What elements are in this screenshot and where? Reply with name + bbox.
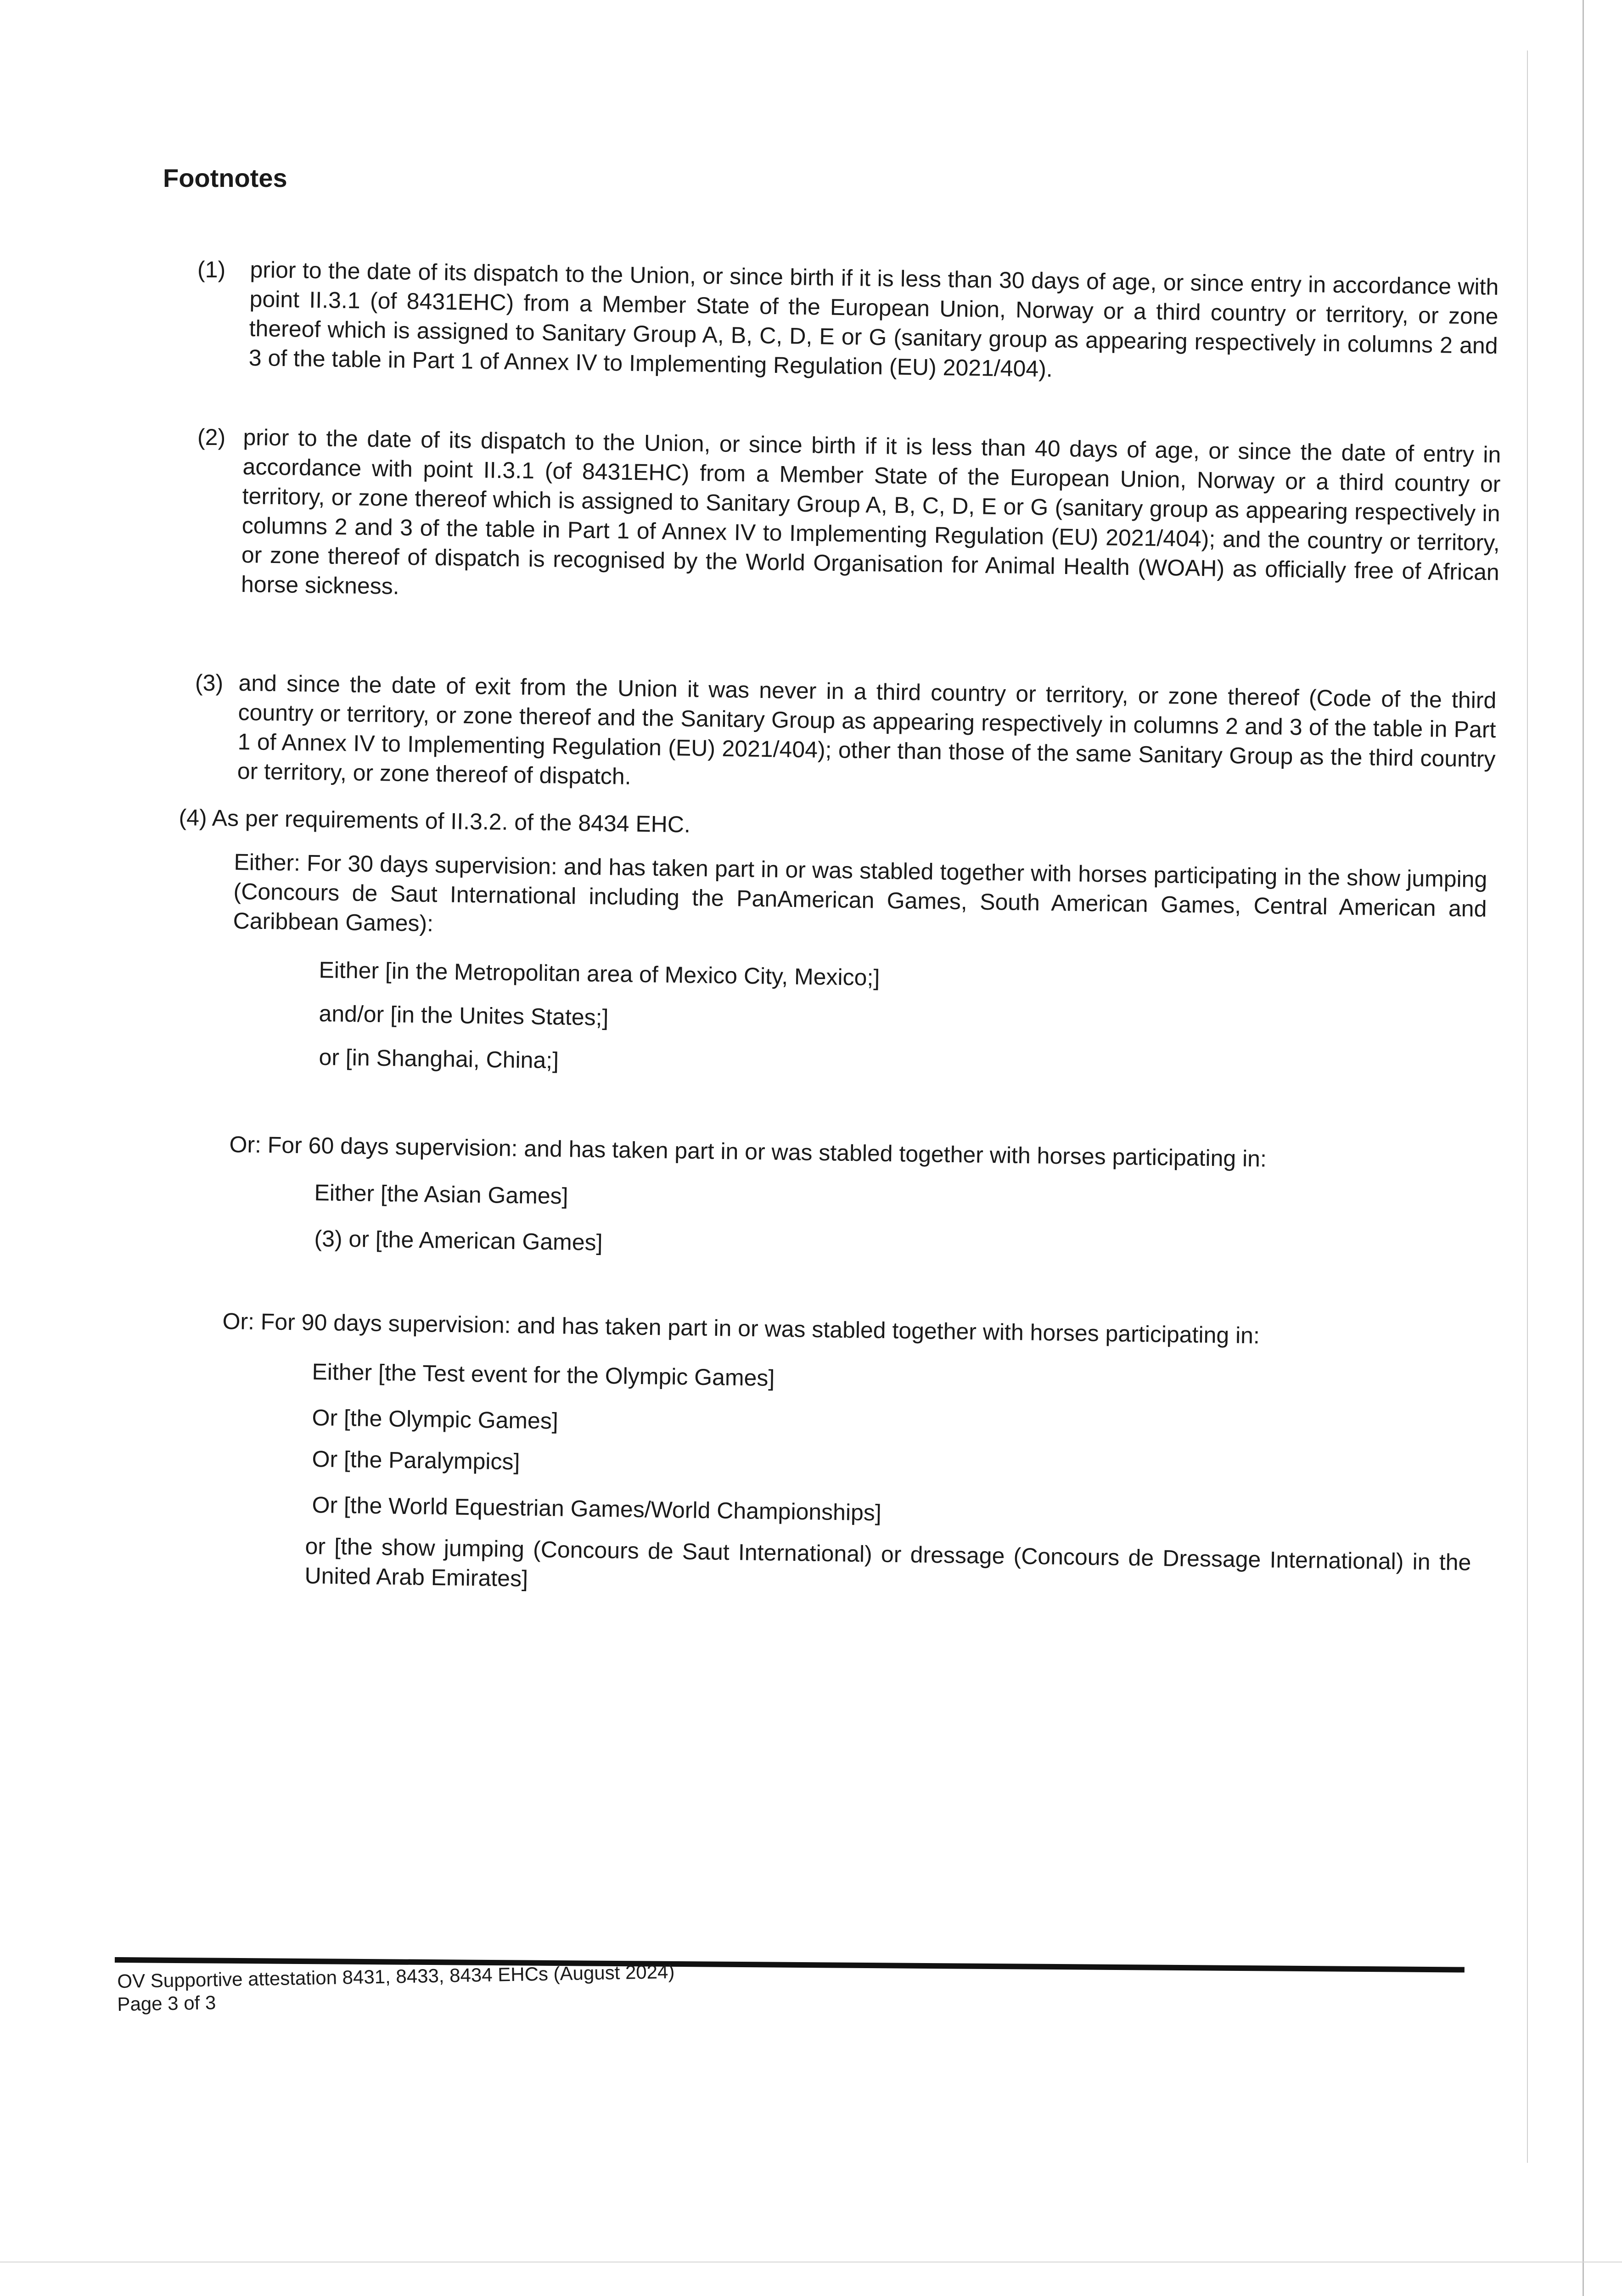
supervision-30-days: Either: For 30 days supervision: and has taken part in or was stabled together with horses participating in the show jumping (Concours de Saut International including the PanAmerican Games, South American Games, Central American and Caribbean Games): <box>233 849 1487 937</box>
footnote-number: (3) <box>195 670 224 696</box>
supervision-60-days: Or: For 60 days supervision: and has taken part in or was stabled together with horses participating in: <box>229 1131 1267 1172</box>
option-paralympics: Or [the Paralympics] <box>312 1446 520 1475</box>
footnote-number: (2) <box>197 424 226 450</box>
option-olympic-test-event: Either [the Test event for the Olympic Games] <box>312 1358 775 1391</box>
footnote-4-intro: (4) As per requirements of II.3.2. of the 8434 EHC. <box>179 804 691 838</box>
option-asian-games: Either [the Asian Games] <box>314 1179 568 1209</box>
option-world-equestrian-games: Or [the World Equestrian Games/World Championships] <box>312 1491 882 1526</box>
option-united-states: and/or [in the Unites States;] <box>319 1000 609 1030</box>
option-olympic-games: Or [the Olympic Games] <box>312 1404 559 1434</box>
option-uae-events: or [the show jumping (Concours de Saut International) or dressage (Concours de Dressage International) in the United Arab Emirates] <box>304 1533 1471 1592</box>
scan-margin-line <box>1527 51 1528 2163</box>
page-heading: Footnotes <box>163 163 287 192</box>
footer-page-number: Page 3 of 3 <box>117 1992 216 2015</box>
supervision-90-days: Or: For 90 days supervision: and has taken part in or was stabled together with horses participating in: <box>222 1308 1260 1349</box>
footnote-text: and since the date of exit from the Union it was never in a third country or territory, or zone thereof (Code of the third country or territory, or zone thereof and the Sanitary Group as appearing respectively in columns 2 and 3 of the table in Part 1 of Annex IV to Implementing Regulation (EU) 2021/404); other than those of the same Sanitary Group as the third country or territory, or zone thereof of dispatch. <box>237 670 1497 789</box>
scan-edge-line <box>1583 0 1584 2296</box>
footnote-number: (1) <box>197 257 226 282</box>
option-mexico-city: Either [in the Metropolitan area of Mexico City, Mexico;] <box>319 957 880 991</box>
footnote-text: prior to the date of its dispatch to the Union, or since birth if it is less than 40 days of age, or since the date of entry in accordance with point II.3.1 (of 8431EHC) from a Member State of the European Union, Norway or a third country or territory, or zone thereof which is assigned to Sanitary Group A, B, C, D, E or G (sanitary group as appearing respectively in columns 2 and 3 of the table in Part 1 of Annex IV to Implementing Regulation (EU) 2021/404); and the country or territory, or zone thereof of dispatch is recognised by the World Organisation for Animal Health (WOAH) as officially free of African horse sickness. <box>241 424 1501 599</box>
footer-title: OV Supportive attestation 8431, 8433, 8434 EHCs (August 2024) <box>117 1960 675 1992</box>
footnote-text: prior to the date of its dispatch to the Union, or since birth if it is less than 30 days of age, or since entry in accordance with point II.3.1 (of 8431EHC) from a Member State of the European Union, Norway or a third country or territory, or zone thereof which is assigned to Sanitary Group A, B, C, D, E or G (sanitary group as appearing respectively in columns 2 and 3 of the table in Part 1 of Annex IV to Implementing Regulation (EU) 2021/404). <box>248 256 1499 382</box>
option-american-games: (3) or [the American Games] <box>314 1225 603 1255</box>
option-shanghai: or [in Shanghai, China;] <box>319 1044 559 1074</box>
